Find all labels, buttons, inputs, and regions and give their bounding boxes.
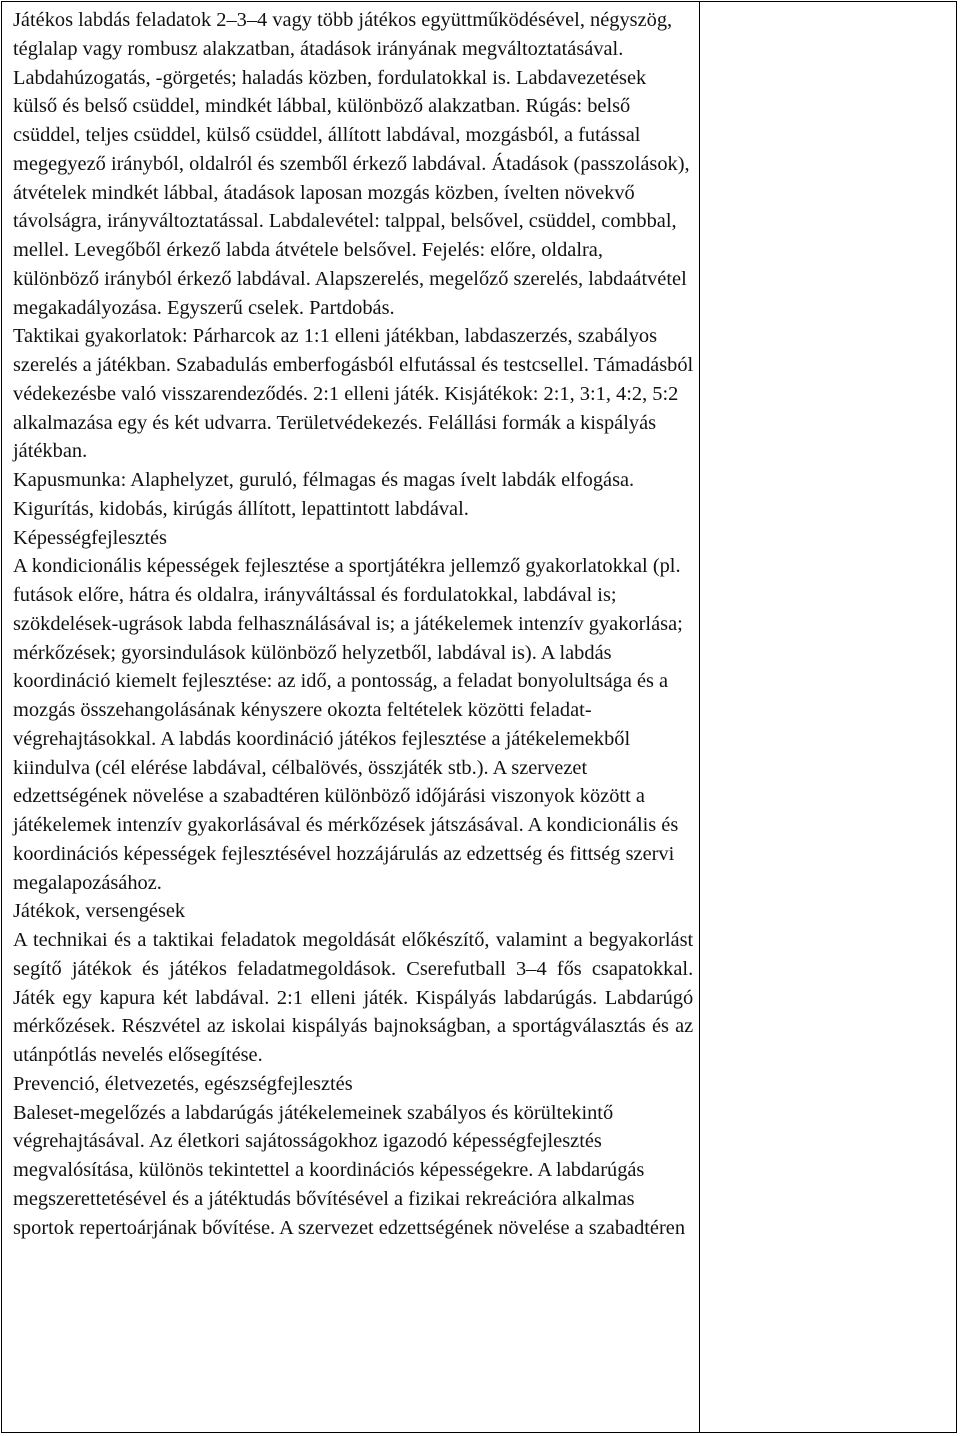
content-table: [1, 1, 957, 1433]
games-paragraph: A technikai és a taktikai feladatok megoldását előkészítő, valamint a begyakorlást segítő játékok és játékos feladatmegoldások. Cserefutball 3–4 fős csapatokkal. Játék egy kapura két labdával. 2:1 elleni játék. Kispályás labdarúgás. Labdarúgó mérkőzések. Részvétel az iskolai kispályás bajnokságban, a sportágválasztás és az utánpótlás nevelés elősegítése.: [13, 929, 694, 1066]
main-text-block: [2, 2, 699, 1242]
prevention-heading: Prevenció, életvezetés, egészségfejlesztés: [13, 1072, 353, 1095]
goalkeeping-paragraph: Kapusmunka: Alaphelyzet, guruló, félmagas és magas ívelt labdák elfogása. Kigurítás, kidobás, kirúgás állított, lepattintott labdával.: [13, 469, 635, 520]
tactics-paragraph: Taktikai gyakorlatok: Párharcok az 1:1 elleni játékban, labdaszerzés, szabályos szerelés a játékban. Szabadulás emberfogásból elfutással és testcsellel. Támadásból védekezésbe való visszarendeződés. 2:1 elleni játék. Kisjátékok: 2:1, 3:1, 4:2, 5:2 alkalmazása egy és két udvarra. Területvédekezés. Felállási formák a kispályás játékban.: [13, 325, 694, 463]
skills-heading: Képességfejlesztés: [13, 526, 167, 549]
technique-paragraph: Játékos labdás feladatok 2–3–4 vagy több játékos együttműködésével, négyszög, téglalap vagy rombusz alakzatban, átadások irányának megváltoztatásával. Labdahúzogatás, -görgetés; haladás közben, fordulatokkal is. Labdavezetések külső és belső csüddel, mindkét lábbal, különböző alakzatban. Rúgás: belső csüddel, teljes csüddel, külső csüddel, állított labdával, mozgásból, a futással megegyező irányból, oldalról és szemből érkező labdával. Átadások (passzolások), átvételek mindkét lábbal, átadások laposan mozgás közben, ívelten növekvő távolságra, irányváltoztatással. Labdalevétel: talppal, belsővel, csüddel, combbal, mellel. Levegőből érkező labda átvétele belsővel. Fejelés: előre, oldalra, különböző irányból érkező labdával. Alapszerelés, megelőző szerelés, labdaátvétel megakadályozása. Egyszerű cselek. Partdobás.: [13, 9, 690, 319]
table-row: [2, 2, 957, 1433]
skills-paragraph: A kondicionális képességek fejlesztése a sportjátékra jellemző gyakorlatokkal (pl. futások előre, hátra és oldalra, irányváltással és fordulatokkal, labdával is; szökdelések-ugrások labda felhasználásával is; a játékelemek intenzív gyakorlása; mérkőzések; gyorsindulások különböző helyzetből, labdával is). A labdás koordináció kiemelt fejlesztése: az idő, a pontosság, a feladat bonyolultsága és a mozgás összehangolásának kényszere okozta feltételek közötti feladat-végrehajtásokkal. A labdás koordináció játékos fejlesztése a játékelemekből kiindulva (cél elérése labdával, célbalövés, összjáték stb.). A szervezet edzettségének növelése a szabadtéren különböző időjárási viszonyok között a játékelemek intenzív gyakorlásával és mérkőzések játszásával. A kondicionális és koordinációs képességek fejlesztésével hozzájárulás az edzettség és fittség szervi megalapozásához.: [13, 555, 683, 894]
side-empty-cell: [700, 2, 957, 1433]
prevention-paragraph: Baleset-megelőzés a labdarúgás játékelemeinek szabályos és körültekintő végrehajtásával. Az életkori sajátosságokhoz igazodó képességfejlesztés megvalósítása, különös tekintettel a koordinációs képességekre. A labdarúgás megszerettetésével és a játéktudás bővítésével a fizikai rekreációra alkalmas sportok repertoárjának bővítése. A szervezet edzettségének növelése a szabadtéren: [13, 1101, 686, 1239]
games-heading: Játékok, versengések: [13, 900, 186, 923]
main-content-cell: [2, 2, 700, 1433]
